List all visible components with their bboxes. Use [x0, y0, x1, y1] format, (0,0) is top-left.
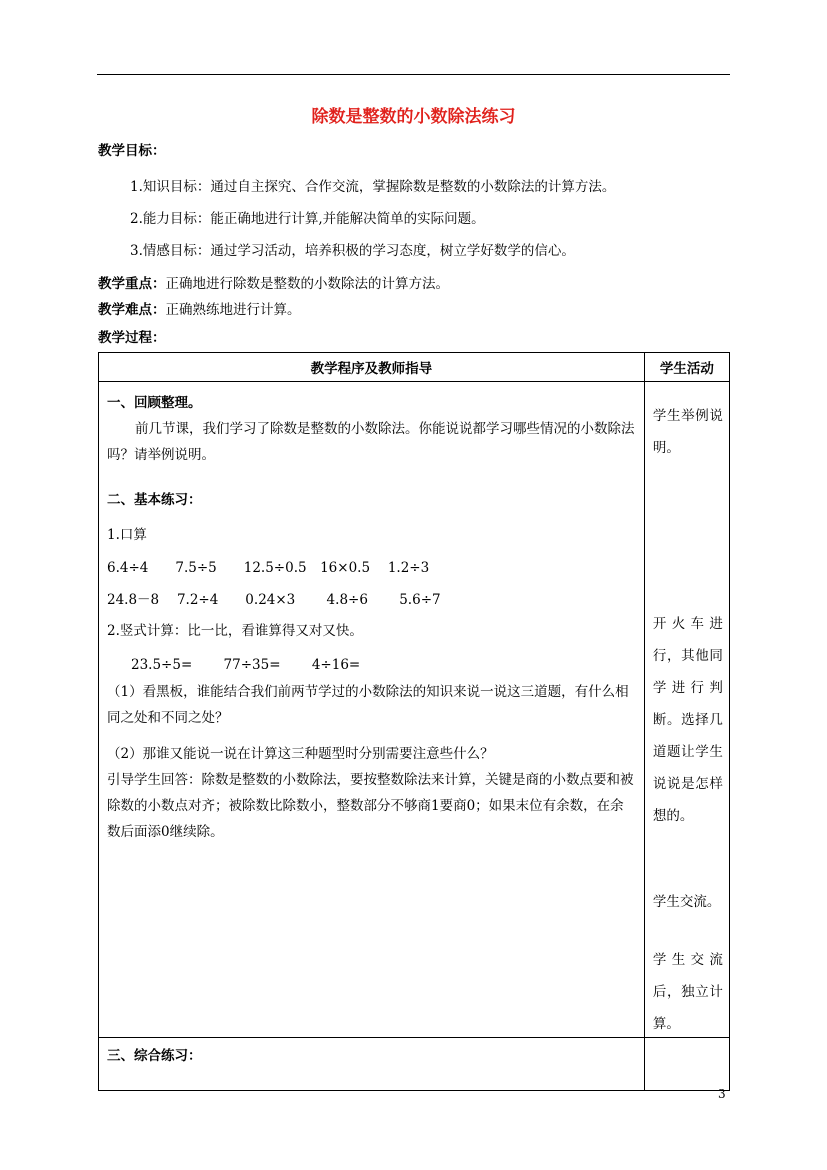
key-point-label: 教学重点： [98, 276, 166, 292]
section2-title: 二、基本练习： [107, 492, 202, 508]
header-teacher-guidance: 教学程序及教师指导 [99, 353, 645, 382]
student-activity-3: 学生交流。 [652, 894, 721, 910]
oral-title: 1.口算 [107, 527, 147, 543]
section3-cell [99, 1038, 644, 1090]
header-rule [97, 74, 730, 75]
objective-ability: 2.能力目标：能正确地进行计算,并能解决简单的实际问题。 [130, 211, 485, 227]
section1-text: 前几节课，我们学习了除数是整数的小数除法。你能说说都学习哪些情况的小数除法吗？请举例说明。 [107, 421, 635, 463]
key-point [98, 272, 449, 292]
section1-title: 一、回顾整理。 [107, 395, 202, 411]
question-2: （2）那谁又能说一说在计算这三种题型时分别需要注意些什么？ [107, 746, 494, 762]
document-title: 除数是整数的小数除法练习 [311, 107, 516, 127]
oral-row-1: 6.4÷4 7.5÷5 12.5÷0.5 16×0.5 1.2÷3 [107, 560, 430, 576]
objective-emotion: 3.情感目标：通过学习活动，培养积极的学习态度，树立学好数学的信心。 [130, 243, 575, 259]
vertical-items: 23.5÷5= 77÷35= 4÷16= [131, 657, 361, 673]
lesson-process-table [98, 352, 730, 1091]
objective-knowledge: 1.知识目标：通过自主探究、合作交流，掌握除数是整数的小数除法的计算方法。 [130, 179, 616, 195]
difficulty-text: 正确熟练地进行计算。 [165, 302, 301, 318]
student-activity-2: 开火车进行，其他同学进行判断。选择几道题让学生说说是怎样想的。 [652, 616, 723, 824]
difficulty-label: 教学难点： [98, 302, 166, 318]
guide-answer: 引导学生回答：除数是整数的小数除法，要按整数除法来计算，关键是商的小数点要和被除数的小数点对齐；被除数比除数小，整数部分不够商1要商0；如果末位有余数，在余数后面添0继续除。 [107, 772, 634, 840]
oral-row-2: 24.8－8 7.2÷4 0.24×3 4.8÷6 5.6÷7 [107, 592, 441, 608]
section3-title: 三、综合练习： [107, 1048, 202, 1064]
student-activity-4: 学生交流后，独立计算。 [652, 952, 723, 1032]
student-column [645, 382, 729, 1037]
key-point-text: 正确地进行除数是整数的小数除法的计算方法。 [165, 276, 449, 292]
process-heading: 教学过程： [98, 330, 166, 346]
vertical-title: 2.竖式计算：比一比，看谁算得又对又快。 [107, 623, 363, 639]
student-activity-1: 学生举例说明。 [652, 408, 723, 456]
page-number: 3 [718, 1087, 726, 1101]
teacher-column [99, 382, 644, 1037]
difficulty [98, 298, 301, 318]
section3-student-cell [644, 1038, 729, 1091]
header-student-activity: 学生活动 [644, 353, 729, 382]
question-1: （1）看黑板，谁能结合我们前两节学过的小数除法的知识来说一说这三道题，有什么相同之处和不同之处？ [107, 684, 629, 726]
objectives-heading: 教学目标： [98, 143, 166, 159]
